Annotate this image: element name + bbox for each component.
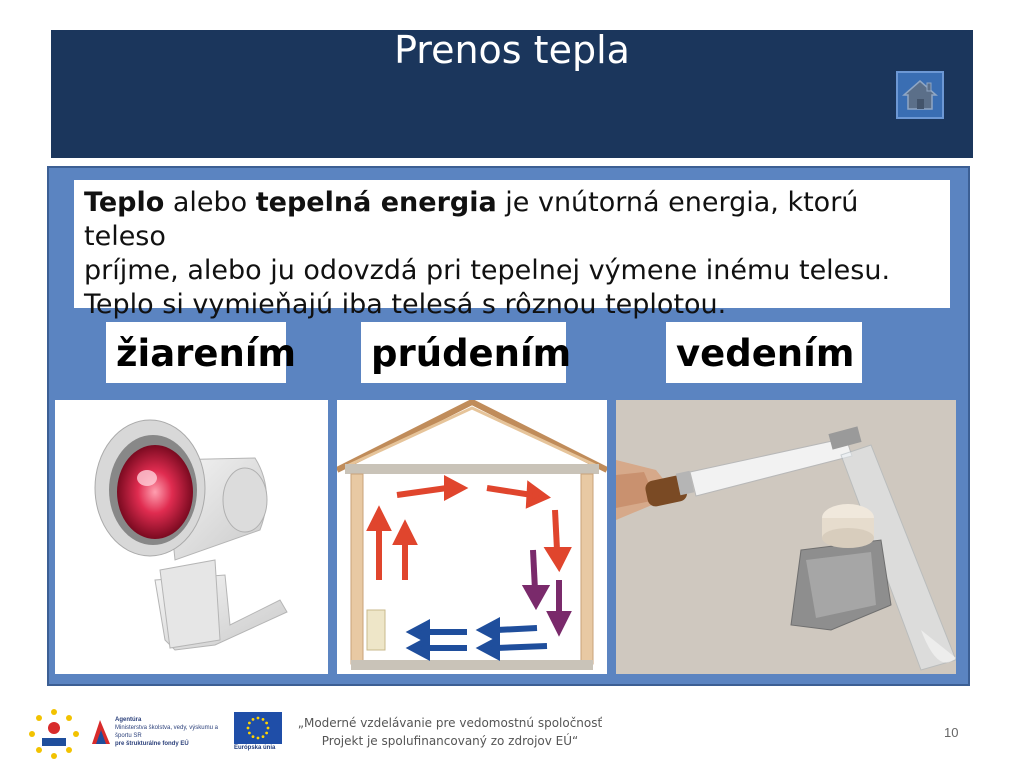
term-tepelna-energia: tepelná energia (255, 187, 497, 218)
definition-line-1: Teplo alebo tepelná energia je vnútorná energia, ktorú teleso (84, 187, 859, 252)
home-button[interactable] (896, 71, 944, 119)
eu-label: Európska únia (234, 745, 276, 751)
project-line-1: „Moderné vzdelávanie pre vedomostnú spoločnosť (297, 716, 603, 730)
conduction-experiment-image (616, 400, 956, 674)
page-number: 10 (944, 725, 959, 740)
definition-line-3: Teplo si vymieňajú iba telesá s rôznou teplotou. (84, 289, 727, 320)
eu-flag-logo (234, 712, 282, 758)
home-icon (900, 75, 940, 115)
project-text (280, 714, 620, 750)
operational-program-logo (28, 708, 80, 760)
infrared-lamp-image (55, 400, 328, 674)
label-ziarenim: žiarením (106, 322, 286, 383)
project-line-2: Projekt je spolufinancovaný zo zdrojov EÚ“ (321, 734, 579, 748)
definition-line-2: príjme, alebo ju odovzdá pri tepelnej výmene inému telesu. (84, 255, 891, 286)
convection-house-image (337, 400, 607, 674)
label-vedenim: vedením (666, 322, 862, 383)
slide-title: Prenos tepla (394, 28, 630, 72)
definition-box (74, 180, 950, 320)
agency-logo: Agentúra Ministerstva školstva, vedy, výskumu a športu SR pre štrukturálne fondy EÚ (90, 716, 230, 752)
term-teplo: Teplo (84, 187, 165, 218)
label-prudenim: prúdením (361, 322, 566, 383)
